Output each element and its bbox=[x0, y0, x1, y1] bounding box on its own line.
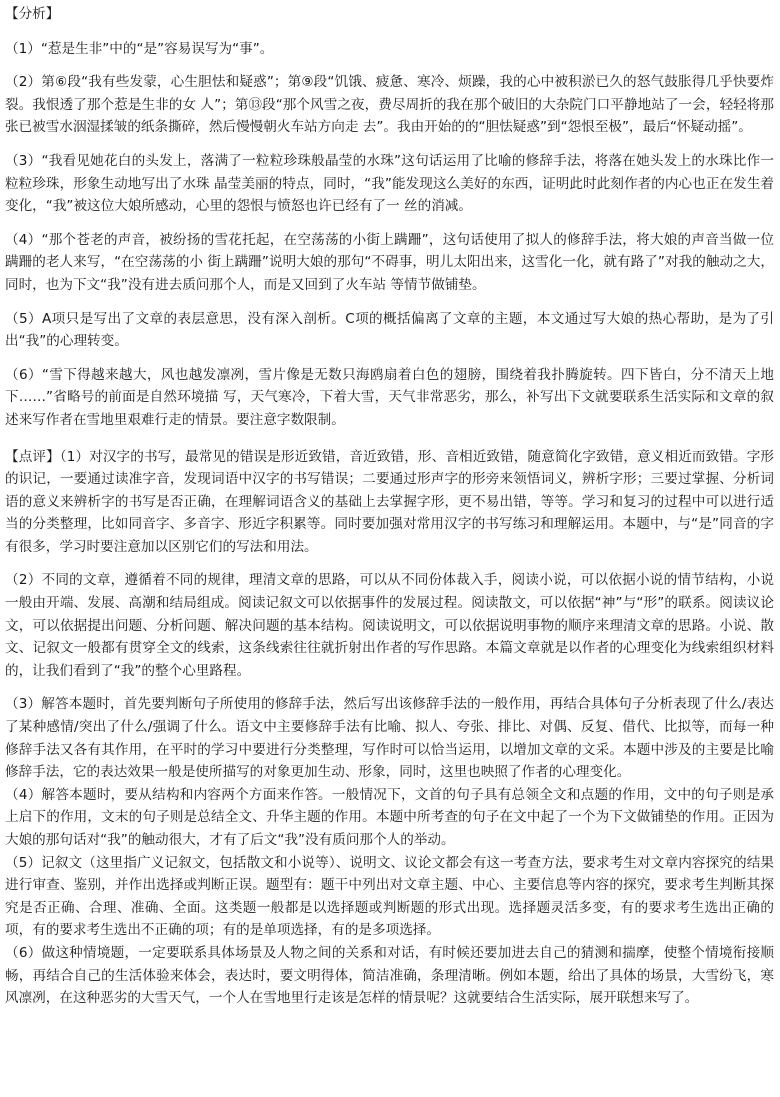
analysis-item-3: （3）“我看见她花白的头发上，落满了一粒粒珍珠般晶莹的水珠”这句话运用了比喻的修辞手法，将落在她头发上的水珠比作一粒粒珍珠，形象生动地写出了水珠 晶莹美丽的特点，同时，“我”能发现这么美好的东西，证明此时此刻作者的内心也正在发生着变化，“我”被这位大娘所感动，心里的怨恨与愤怒也许已经有了一 丝的消减。 bbox=[5, 152, 774, 215]
comment-item-5: （5）记叙文（这里指广义记叙文，包括散文和小说等）、说明文、议论文都会有这一考查方法，要求考生对文章内容探究的结果进行审查、鉴别，并作出选择或判断正误。题型有：题干中列出对文章主题、中心、主要信息等内容的探究，要求考生判断其探究是否正确、合理、准确、全面。这类题一般都是以选择题或判断题的形式出现。选择题灵活多变，有的要求考生选出正确的项，有的要求考生选出不正确的项；有的是单项选择，有的是多项选择。 bbox=[5, 854, 774, 939]
comment-item-2: （2）不同的文章，遵循着不同的规律，理清文章的思路，可以从不同份体裁入手，阅读小说，可以依据小说的情节结构，小说一般由开端、发展、高潮和结局组成。阅读记叙文可以依据事件的发展过程。阅读散文，可以依据“神”与“形”的联系。阅读议论文，可以依据提出问题、分析问题、解决问题的基本结构。阅读说明文，可以依据说明事物的顺序来理清文章的思路。小说、散文、记叙文一般都有贯穿全文的线索，这条线索往往就折射出作者的写作思路。本篇文章就是以作者的心理变化为线索组织材料的，让我们看到了“我”的整个心里路程。 bbox=[5, 572, 774, 679]
comment-item-6: （6）做这种情境题，一定要联系具体场景及人物之间的关系和对话，有时候还要加进去自己的猜测和揣摩，使整个情境衔接顺畅，再结合自己的生活体验来体会，表达时，要文明得体，简洁准确，条理清晰。例如本题，给出了具体的场景，大雪纷飞，寒风凛冽，在这种恶劣的大雪天气，一个人在雪地里行走该是怎样的情景呢？这就要结合生活实际，展开联想来写了。 bbox=[5, 944, 774, 1007]
analysis-item-5: （5）A项只是写出了文章的表层意思，没有深入剖析。C项的概括偏离了文章的主题，本文通过写大娘的热心帮助，是为了引出“我”的心理转变。 bbox=[5, 310, 774, 350]
comment-item-3: （3）解答本题时，首先要判断句子所使用的修辞手法，然后写出该修辞手法的一般作用，再结合具体句子分析表现了什么/表达了某种感情/突出了什么/强调了什么。语文中主要修辞手法有比喻、拟人、夸张、排比、对偶、反复、借代、比拟等，而每一种修辞手法又各有其作用，在平时的学习中要进行分类整理，写作时可以恰当运用，以增加文章的文采。本题中涉及的主要是比喻修辞手法，它的表达效果一般是使所描写的对象更加生动、形象，同时，这里也映照了作者的心理变化。 bbox=[5, 696, 774, 781]
analysis-item-6: （6）“雪下得越来越大，风也越发凛冽，雪片像是无数只海鸥扇着白色的翅膀，围绕着我扑腾旋转。四下皆白，分不清天上地下……”省略号的前面是自然环境描 写，天气寒冷，下着大雪，天气非常恶劣，那么，补写出下文就要联系生活实际和文章的叙述来写作者在雪地里艰难行走的情景。要注意字数限制。 bbox=[5, 366, 774, 428]
comment-section bbox=[5, 446, 774, 1010]
analysis-item-2: （2）第⑥段“我有些发蒙，心生胆怯和疑惑”；第⑨段“饥饿、疲惫、寒冷、烦躁，我的心中被积淤已久的怒气鼓胀得几乎快要炸裂。我恨透了那个惹是生非的女 人”；第⑬段“那个风雪之夜，费尽周折的我在那个破旧的大杂院门口平静地站了一会，轻轻将那张已被雪水洇湿揉皱的纸条撕碎，然后慢慢朝火车站方向走 去”。我由开始的的“胆怯疑惑”到“怨恨至极”，最后“怀疑动摇”。 bbox=[5, 74, 774, 136]
analysis-item-1: （1）“惹是生非”中的“是”容易误写为“事”。 bbox=[5, 40, 274, 57]
comment-item-4: （4）解答本题时，要从结构和内容两个方面来作答。一般情况下，文首的句子具有总领全文和点题的作用，文中的句子则是承上启下的作用，文末的句子则是总结全文、升华主题的作用。本题中所考查的句子在文中起了一个为下文做铺垫的作用。正因为大娘的那句话对“我”的触动很大，才有了后文“我”没有质问那个人的举动。 bbox=[5, 786, 774, 848]
analysis-section bbox=[5, 3, 774, 432]
comment-item-1: 【点评】（1）对汉字的书写，最常见的错误是形近致错，音近致错，形、音相近致错，随意简化字致错，意义相近而致错。字形的识记，一要通过读准字音，发现词语中汉字的书写错误；二要通过形声字的形旁来领悟词义，辨析字形；三要过掌握、分析词语的意义来辨析字的书写是否正确，在理解词语含义的基础上去掌握字形，更不易出错，等等。学习和复习的过程中可以进行适当的分类整理，比如同音字、多音字、形近字积累等。同时要加强对常用汉字的书写练习和理解运用。本题中，与“是”同音的字有很多，学习时要注意加以区别它们的写法和用法。 bbox=[5, 448, 774, 555]
analysis-heading: 【分析】 bbox=[5, 6, 60, 22]
analysis-item-4: （4）“那个苍老的声音，被纷扬的雪花托起，在空荡荡的小街上蹒跚”，这句话使用了拟人的修辞手法，将大娘的声音当做一位蹒跚的老人来写，“在空荡荡的小 街上蹒跚”说明大娘的那句“不碍事，明儿太阳出来，这雪化一化，就有路了”对我的触动之大，同时，也为下文“我”没有进去质问那个人，而是又回到了火车站 等情节做铺垫。 bbox=[5, 231, 774, 293]
